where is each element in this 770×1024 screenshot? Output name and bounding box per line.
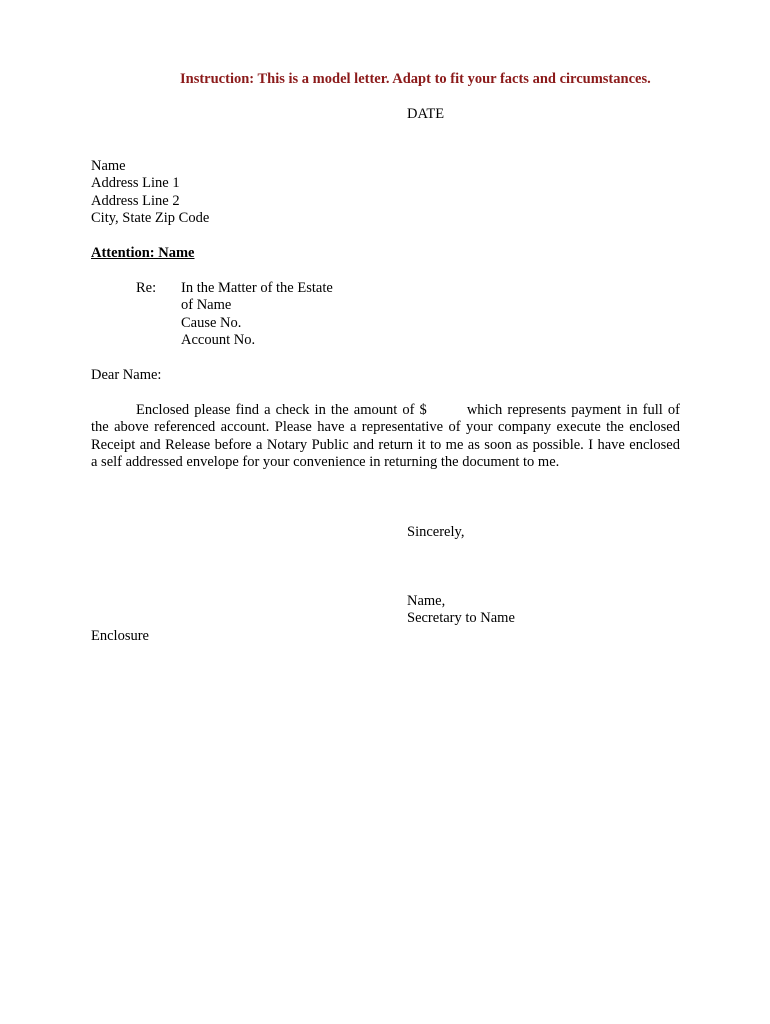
address-line-2: Address Line 2 xyxy=(91,192,180,209)
body-line-1-start: Enclosed please find a check in the amount of $ xyxy=(136,402,427,418)
signature-block xyxy=(407,593,515,628)
closing: Sincerely, xyxy=(407,524,465,540)
body-line-1 xyxy=(91,402,680,419)
letter-date: DATE xyxy=(407,106,445,122)
attention-line: Attention: Name xyxy=(91,245,195,261)
re-line-2: of Name xyxy=(181,297,232,314)
re-line-4: Account No. xyxy=(181,332,256,349)
body-line-3: Receipt and Release before a Notary Public and return it to me as soon as possible. I have enclosed xyxy=(91,436,680,453)
city-state-zip: City, State Zip Code xyxy=(91,210,210,227)
re-line-1: In the Matter of the Estate xyxy=(181,280,333,296)
signer-title: Secretary to Name xyxy=(407,610,515,627)
body-line-2: the above referenced account. Please have a representative of your company execute the enclosed xyxy=(91,419,680,436)
body-paragraph xyxy=(91,402,680,472)
salutation: Dear Name: xyxy=(91,367,162,383)
recipient-address xyxy=(91,158,209,228)
address-line-1: Address Line 1 xyxy=(91,175,180,192)
instruction-note: Instruction: This is a model letter. Adapt to fit your facts and circumstances. xyxy=(180,71,651,87)
re-line-3: Cause No. xyxy=(181,314,242,331)
re-subject-block xyxy=(181,280,333,350)
enclosure-note: Enclosure xyxy=(91,628,149,644)
signer-name: Name, xyxy=(407,593,446,609)
body-line-1-end: which represents payment in full of xyxy=(466,402,681,418)
recipient-name: Name xyxy=(91,158,126,174)
body-line-4: a self addressed envelope for your convenience in returning the document to me. xyxy=(91,454,560,471)
re-label: Re: xyxy=(136,280,157,296)
